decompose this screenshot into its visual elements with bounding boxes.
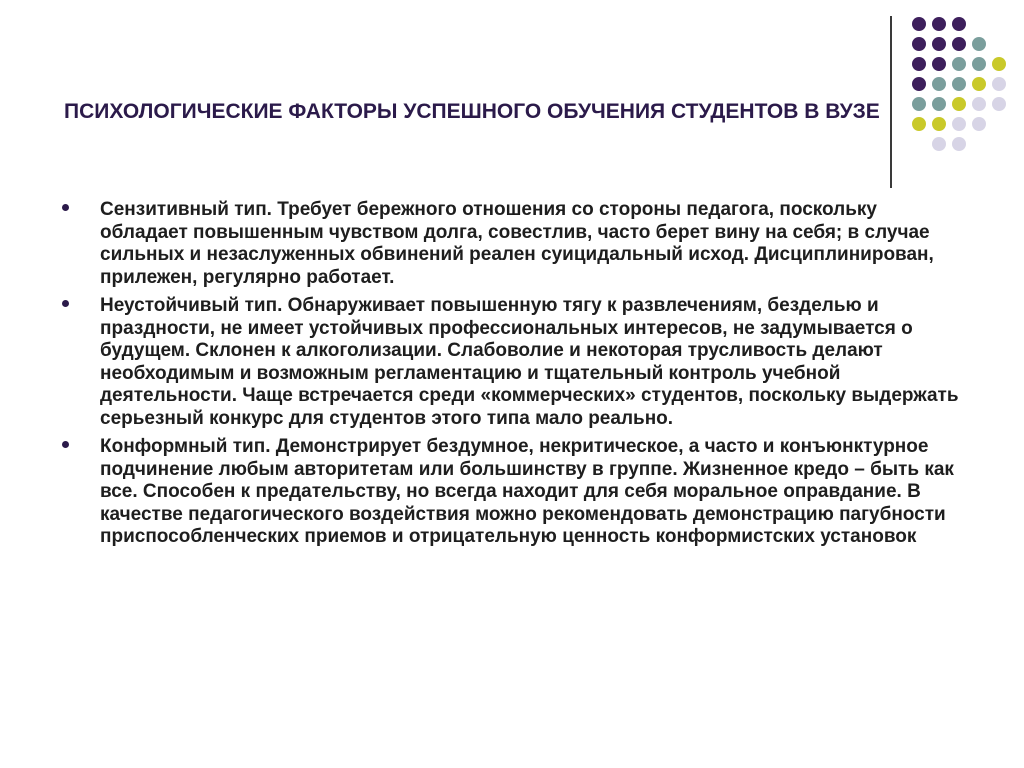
decorative-dot <box>912 117 926 131</box>
decorative-dot <box>932 117 946 131</box>
decorative-dot <box>952 37 966 51</box>
decorative-dot <box>932 17 946 31</box>
decorative-dot <box>932 97 946 111</box>
decorative-dot <box>952 57 966 71</box>
vertical-divider <box>890 16 892 188</box>
decorative-dot <box>952 77 966 91</box>
decorative-dot <box>972 37 986 51</box>
decorative-dot <box>992 77 1006 91</box>
slide-title: ПСИХОЛОГИЧЕСКИЕ ФАКТОРЫ УСПЕШНОГО ОБУЧЕНИЯ СТУДЕНТОВ В ВУЗЕ <box>64 100 880 123</box>
decorative-dot <box>952 137 966 151</box>
bullet-text: Сензитивный тип. Требует бережного отношения со стороны педагога, поскольку обладает повышенным чувством долга, совестлив, часто берет вину на себя; в случае сильных и незаслуженных обвинений реален суицидальный исход. Дисциплинирован, прилежен, регулярно работает. <box>100 199 934 288</box>
decorative-dot <box>932 77 946 91</box>
decorative-dot <box>972 57 986 71</box>
bullet-text: Неустойчивый тип. Обнаруживает повышенную тягу к развлечениям, безделью и праздности, не имеет устойчивых профессиональных интересов, не задумывается о будущем. Склонен к алкоголизации. Слабоволие и некоторая трусливость делают необходимым и возможным регламентацию и тщательный контроль учебной деятельности. Чаще встречается среди «коммерческих» студентов, поскольку выдержать серьезный конкурс для студентов этого типа мало реально. <box>100 295 959 429</box>
decorative-dot <box>972 117 986 131</box>
decorative-dot <box>912 17 926 31</box>
decorative-dot <box>952 97 966 111</box>
bullet-text: Конформный тип. Демонстрирует бездумное, некритическое, а часто и конъюнктурное подчинение любым авторитетам или большинству в группе. Жизненное кредо – быть как все. Способен к предательству, но всегда находит для себя моральное оправдание. В качестве педагогического воздействия можно рекомендовать демонстрацию пагубности приспособленческих приемов и отрицательную ценность конформистских установок <box>100 436 954 547</box>
list-item <box>62 436 962 549</box>
list-item <box>62 199 962 289</box>
decorative-dot <box>992 57 1006 71</box>
decorative-dot <box>912 57 926 71</box>
decorative-dot <box>972 97 986 111</box>
decorative-dot <box>912 77 926 91</box>
bullet-list <box>62 199 962 555</box>
decorative-dot <box>952 117 966 131</box>
list-item <box>62 295 962 430</box>
bullet-icon <box>62 441 69 448</box>
decorative-dot <box>912 37 926 51</box>
decorative-dot <box>912 97 926 111</box>
decorative-dot <box>972 77 986 91</box>
decorative-dot <box>932 57 946 71</box>
decorative-dot <box>952 17 966 31</box>
decorative-dot <box>932 137 946 151</box>
decorative-dot <box>992 97 1006 111</box>
bullet-icon <box>62 204 69 211</box>
decorative-dot <box>932 37 946 51</box>
bullet-icon <box>62 300 69 307</box>
